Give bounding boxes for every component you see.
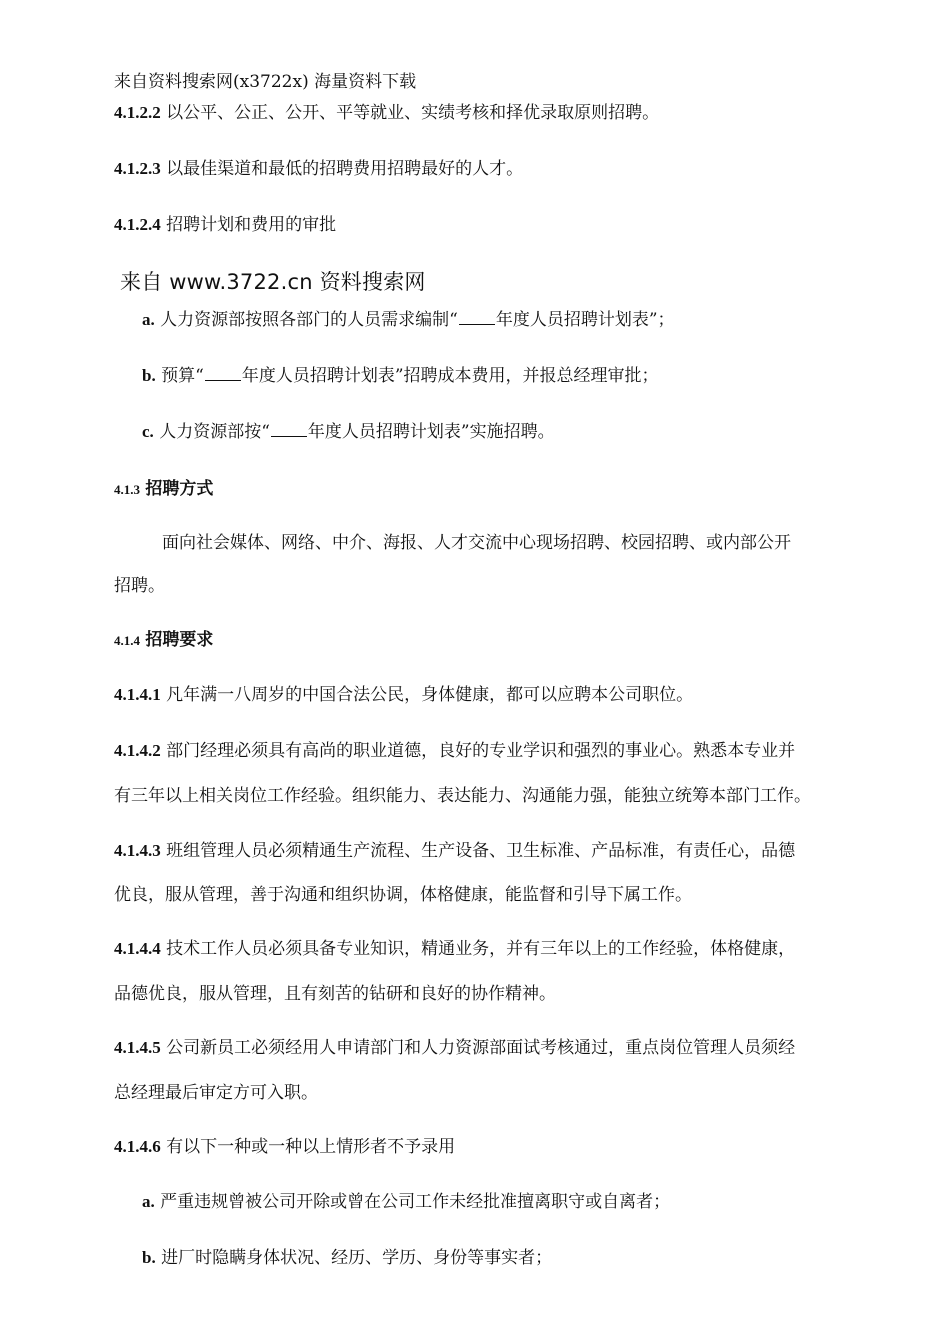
list-text: 进厂时隐瞒身体状况、经历、学历、身份等事实者； <box>161 1248 553 1268</box>
list-text: 严重违规曾被公司开除或曾在公司工作未经批准擅离职守或自离者； <box>160 1192 671 1212</box>
list-letter: a. <box>142 310 155 329</box>
clause-text: 部门经理必须具有高尚的职业道德，良好的专业学识和强烈的事业心。熟悉本专业并 <box>166 741 796 761</box>
clause-text: 技术工作人员必须具备专业知识，精通业务，并有三年以上的工作经验，体格健康， <box>166 939 796 959</box>
clause-text: 以最佳渠道和最低的招聘费用招聘最好的人才。 <box>166 159 524 179</box>
clause-number: 4.1.4.5 <box>114 1038 161 1057</box>
list-item-b-concealment <box>142 1246 552 1270</box>
clause-text: 有以下一种或一种以上情形者不予录用 <box>166 1137 456 1157</box>
paragraph-4-1-4-2-line-1 <box>114 739 795 763</box>
paragraph-4-1-4-2-line-2: 有三年以上相关岗位工作经验。组织能力、表达能力、沟通能力强，能独立统筹本部门工作。 <box>114 786 811 806</box>
clause-text: 公司新员工必须经用人申请部门和人力资源部面试考核通过，重点岗位管理人员须经 <box>166 1038 796 1058</box>
clause-text: 招聘计划和费用的审批 <box>166 215 337 235</box>
paragraph-4-1-2-4 <box>114 213 336 237</box>
paragraph-4-1-4-5-line-1 <box>114 1036 795 1060</box>
paragraph-4-1-3-line-2: 招聘。 <box>114 576 165 596</box>
clause-text: 班组管理人员必须精通生产流程、生产设备、卫生标准、产品标准，有责任心，品德 <box>166 841 796 861</box>
list-letter: a. <box>142 1192 155 1211</box>
list-item-b-budget <box>142 364 659 388</box>
source-header-text: 来自资料搜索网(x3722x) 海量资料下载 <box>114 72 417 92</box>
clause-text: 凡年满一八周岁的中国合法公民，身体健康，都可以应聘本公司职位。 <box>166 685 694 705</box>
list-letter: c. <box>142 422 154 441</box>
clause-number: 4.1.2.2 <box>114 103 161 122</box>
list-text-pre: 预算“ <box>161 366 204 386</box>
clause-number: 4.1.4.2 <box>114 741 161 760</box>
clause-number: 4.1.4.3 <box>114 841 161 860</box>
section-heading-4-1-3 <box>114 477 213 502</box>
section-heading-4-1-4 <box>114 628 213 653</box>
watermark-banner: 来自 www.3722.cn 资料搜索网 <box>120 270 426 294</box>
paragraph-4-1-3-line-1: 面向社会媒体、网络、中介、海报、人才交流中心现场招聘、校园招聘、或内部公开 <box>162 533 791 553</box>
clause-number: 4.1.2.3 <box>114 159 161 178</box>
paragraph-4-1-4-1 <box>114 683 693 707</box>
list-text-post: 年度人员招聘计划表”； <box>495 310 675 330</box>
fill-in-blank <box>205 366 241 381</box>
list-text-pre: 人力资源部按照各部门的人员需求编制“ <box>160 310 458 330</box>
fill-in-blank <box>271 422 307 437</box>
clause-number: 4.1.2.4 <box>114 215 161 234</box>
section-title: 招聘方式 <box>145 479 214 499</box>
list-text-pre: 人力资源部按“ <box>159 422 270 442</box>
list-text-post: 年度人员招聘计划表”实施招聘。 <box>307 422 555 442</box>
paragraph-4-1-4-3-line-1 <box>114 839 795 863</box>
list-text-post: 年度人员招聘计划表”招聘成本费用，并报总经理审批； <box>241 366 659 386</box>
paragraph-4-1-4-4-line-2: 品德优良，服从管理，且有刻苦的钻研和良好的协作精神。 <box>114 984 556 1004</box>
clause-number: 4.1.4.1 <box>114 685 161 704</box>
list-letter: b. <box>142 1248 156 1267</box>
list-item-c-implement <box>142 420 555 444</box>
paragraph-4-1-2-3 <box>114 157 523 181</box>
paragraph-4-1-4-4-line-1 <box>114 937 795 961</box>
fill-in-blank <box>459 310 495 325</box>
paragraph-4-1-4-3-line-2: 优良，服从管理，善于沟通和组织协调，体格健康，能监督和引导下属工作。 <box>114 885 692 905</box>
section-number: 4.1.3 <box>114 482 140 497</box>
paragraph-4-1-4-5-line-2: 总经理最后审定方可入职。 <box>114 1083 318 1103</box>
section-number: 4.1.4 <box>114 633 140 648</box>
paragraph-4-1-2-2 <box>114 101 659 125</box>
clause-number: 4.1.4.4 <box>114 939 161 958</box>
list-item-a-plan <box>142 308 675 332</box>
section-title: 招聘要求 <box>145 630 214 650</box>
clause-text: 以公平、公正、公开、平等就业、实绩考核和择优录取原则招聘。 <box>166 103 660 123</box>
source-header-line <box>114 70 416 94</box>
list-letter: b. <box>142 366 156 385</box>
list-item-a-violation <box>142 1190 670 1214</box>
clause-number: 4.1.4.6 <box>114 1137 161 1156</box>
paragraph-4-1-4-6 <box>114 1135 455 1159</box>
